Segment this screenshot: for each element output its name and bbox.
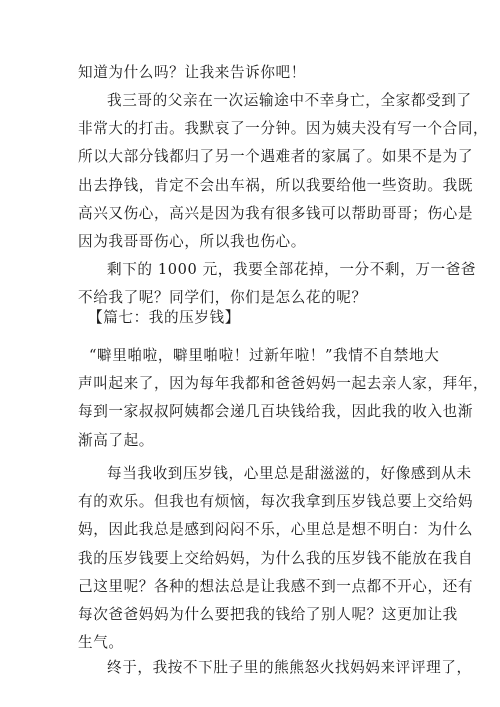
- text-line: 我的压岁钱要上交给妈妈，为什么我的压岁钱不能放在我自: [78, 549, 474, 567]
- text-line: 因为我哥哥伤心，所以我也伤心。: [78, 232, 306, 250]
- paragraph-third-brother: [78, 87, 489, 256]
- text-line: 我三哥的父亲在一次运输途中不幸身亡，全家都受到了: [107, 92, 472, 109]
- paragraph-finally: [78, 654, 472, 682]
- text-line: 出去挣钱，肯定不会出车祸，所以我要给他一些资助。我既: [78, 176, 474, 194]
- section-title: 【篇七：我的压岁钱】: [88, 309, 240, 326]
- paragraph-new-year: [78, 342, 489, 455]
- paragraph-worries: [78, 460, 474, 657]
- text-line: 剩下的 1000 元，我要全部花掉，一分不剩，万一爸爸: [107, 261, 477, 278]
- text-line: “噼里啪啦，噼里啪啦！过新年啦！”我情不自禁地大: [89, 347, 440, 364]
- text-line: 每当我收到压岁钱，心里总是甜滋滋的，好像感到从未: [107, 465, 472, 482]
- text-line: 每次爸爸妈妈为什么要把我的钱给了别人呢？这更加让我: [78, 605, 458, 623]
- text-line: 所以大部分钱都归了另一个遇难者的家属了。如果不是为了: [78, 148, 474, 166]
- text-line: 渐高了起。: [78, 431, 154, 449]
- text-line: 妈，因此我总是感到闷闷不乐，心里总是想不明白：为什么: [78, 521, 474, 539]
- text-line: 终于，我按不下肚子里的熊熊怒火找妈妈来评评理了，: [107, 659, 472, 676]
- text-line: 非常大的打击。我默哀了一分钟。因为姨夫没有写一个合同，: [78, 120, 489, 138]
- text-line: 高兴又伤心，高兴是因为我有很多钱可以帮助哥哥；伤心是: [78, 204, 474, 222]
- text-line: 知道为什么吗？让我来告诉你吧！: [78, 64, 306, 81]
- text-line: 不给我了呢？同学们，你们是怎么花的呢？: [78, 289, 367, 307]
- text-line: 每到一家叔叔阿姨都会递几百块钱给我，因此我的收入也渐: [78, 403, 474, 421]
- text-line: 己这里呢？各种的想法总是让我感不到一点都不开心，还有: [78, 577, 474, 595]
- text-line: 生气。: [78, 634, 124, 652]
- paragraph-intro-end: [78, 59, 428, 87]
- text-line: 有的欢乐。但我也有烦恼，每次我拿到压岁钱总要上交给妈: [78, 493, 474, 511]
- section-heading: [78, 304, 428, 332]
- text-line: 声叫起来了，因为每年我都和爸爸妈妈一起去亲人家，拜年，: [78, 375, 489, 393]
